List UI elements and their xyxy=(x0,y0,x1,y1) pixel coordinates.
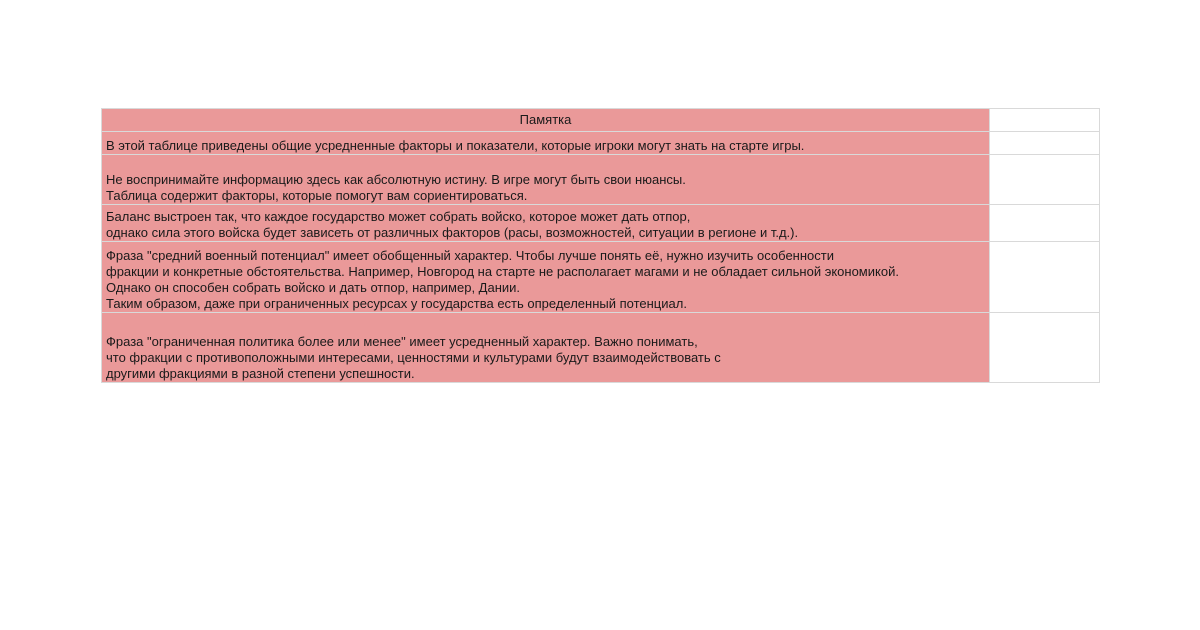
empty-cell[interactable] xyxy=(990,109,1100,132)
table-row xyxy=(102,109,1100,132)
table-row xyxy=(102,242,1100,313)
empty-cell[interactable] xyxy=(990,132,1100,155)
empty-cell[interactable] xyxy=(990,155,1100,205)
text-cell[interactable]: Не воспринимайте информацию здесь как абсолютную истину. В игре могут быть свои нюансы. Таблица содержит факторы, которые помогут вам сориентироваться. xyxy=(102,155,990,205)
text-cell[interactable]: Фраза "ограниченная политика более или менее" имеет усредненный характер. Важно понимать, что фракции с противоположными интересами, ценностями и культурами будут взаимодействовать с другими фракциями в разной степени успешности. xyxy=(102,313,990,383)
title-cell[interactable]: Памятка xyxy=(102,109,990,132)
table-row xyxy=(102,313,1100,383)
table-row xyxy=(102,155,1100,205)
memo-table xyxy=(101,108,1100,383)
text-cell[interactable]: Фраза "средний военный потенциал" имеет обобщенный характер. Чтобы лучше понять её, нужно изучить особенности фракции и конкретные обстоятельства. Например, Новгород на старте не располагает магами и не обладает сильной экономикой. Однако он способен собрать войско и дать отпор, например, Дании. Таким образом, даже при ограниченных ресурсах у государства есть определенный потенциал. xyxy=(102,242,990,313)
empty-cell[interactable] xyxy=(990,313,1100,383)
empty-cell[interactable] xyxy=(990,242,1100,313)
text-cell[interactable]: В этой таблице приведены общие усредненные факторы и показатели, которые игроки могут знать на старте игры. xyxy=(102,132,990,155)
table-row xyxy=(102,132,1100,155)
text-cell[interactable]: Баланс выстроен так, что каждое государство может собрать войско, которое может дать отпор, однако сила этого войска будет зависеть от различных факторов (расы, возможностей, ситуации в регионе и т.д.). xyxy=(102,205,990,242)
table-row xyxy=(102,205,1100,242)
empty-cell[interactable] xyxy=(990,205,1100,242)
